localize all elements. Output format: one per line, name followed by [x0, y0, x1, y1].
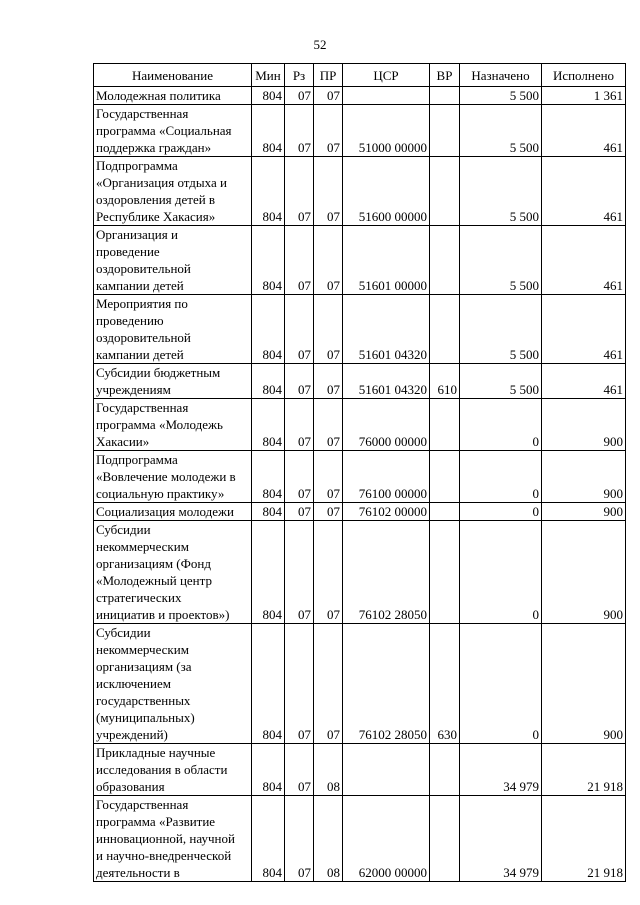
row-name-line: программа «Социальная: [96, 123, 232, 138]
row-name-line: Молодежная политика: [96, 88, 221, 103]
row-assigned-cell: 0: [460, 399, 542, 451]
row-name-line: «Вовлечение молодежи в: [96, 469, 236, 484]
row-vr-cell: [430, 521, 460, 624]
row-rz-cell: 07: [285, 105, 314, 157]
row-csr-cell: 51000 00000: [343, 105, 430, 157]
row-min-cell: 804: [252, 87, 285, 105]
row-rz-cell: 07: [285, 451, 314, 503]
row-assigned-cell: 5 500: [460, 295, 542, 364]
table-row: [94, 503, 626, 521]
row-assigned-cell: 5 500: [460, 157, 542, 226]
row-executed-cell: 21 918: [542, 744, 626, 796]
row-vr-cell: [430, 157, 460, 226]
row-name-line: инициатив и проектов»): [96, 607, 230, 622]
table-row: [94, 295, 626, 364]
row-min-cell: 804: [252, 157, 285, 226]
row-name-line: Государственная: [96, 106, 189, 121]
row-min-cell: 804: [252, 399, 285, 451]
row-min-cell: 804: [252, 451, 285, 503]
row-name-line: Мероприятия по: [96, 296, 188, 311]
row-name-cell: [94, 744, 252, 796]
row-name-line: Государственная: [96, 400, 189, 415]
row-min-cell: 804: [252, 744, 285, 796]
row-executed-cell: 900: [542, 451, 626, 503]
row-rz-cell: 07: [285, 226, 314, 295]
row-csr-cell: 76102 28050: [343, 624, 430, 744]
row-name-line: Организация и: [96, 227, 178, 242]
row-vr-cell: [430, 87, 460, 105]
row-min-cell: 804: [252, 226, 285, 295]
row-vr-cell: [430, 796, 460, 882]
row-assigned-cell: 5 500: [460, 364, 542, 399]
row-vr-cell: [430, 399, 460, 451]
row-assigned-cell: 34 979: [460, 744, 542, 796]
row-executed-cell: 461: [542, 157, 626, 226]
row-name-line: Подпрограмма: [96, 452, 178, 467]
row-rz-cell: 07: [285, 503, 314, 521]
row-vr-cell: 630: [430, 624, 460, 744]
row-name-cell: [94, 796, 252, 882]
row-rz-cell: 07: [285, 624, 314, 744]
row-assigned-cell: 0: [460, 521, 542, 624]
row-name-line: программа «Развитие: [96, 814, 216, 829]
table-row: [94, 105, 626, 157]
row-min-cell: 804: [252, 295, 285, 364]
row-name-line: оздоровления детей в: [96, 192, 216, 207]
table-row: [94, 744, 626, 796]
row-csr-cell: 62000 00000: [343, 796, 430, 882]
row-name-line: государственных: [96, 693, 191, 708]
row-name-line: программа «Молодежь: [96, 417, 223, 432]
column-header-vr: ВР: [430, 64, 460, 87]
row-name-cell: [94, 521, 252, 624]
row-pr-cell: 07: [314, 157, 343, 226]
row-name-cell: [94, 364, 252, 399]
row-name-cell: [94, 295, 252, 364]
row-rz-cell: 07: [285, 87, 314, 105]
row-name-line: Субсидии: [96, 522, 151, 537]
row-name-line: образования: [96, 779, 165, 794]
table-row: [94, 157, 626, 226]
row-name-cell: [94, 226, 252, 295]
row-executed-cell: 461: [542, 226, 626, 295]
row-pr-cell: 07: [314, 105, 343, 157]
row-executed-cell: 21 918: [542, 796, 626, 882]
row-name-line: Субсидии: [96, 625, 151, 640]
row-csr-cell: 76000 00000: [343, 399, 430, 451]
row-min-cell: 804: [252, 624, 285, 744]
column-header-pr: ПР: [314, 64, 343, 87]
row-pr-cell: 07: [314, 295, 343, 364]
row-csr-cell: 51601 04320: [343, 295, 430, 364]
row-name-line: исключением: [96, 676, 171, 691]
row-executed-cell: 900: [542, 399, 626, 451]
row-vr-cell: [430, 451, 460, 503]
row-name-line: Прикладные научные: [96, 745, 216, 760]
row-vr-cell: [430, 295, 460, 364]
table-row: [94, 226, 626, 295]
row-min-cell: 804: [252, 796, 285, 882]
row-csr-cell: [343, 87, 430, 105]
page-number: 52: [313, 37, 327, 52]
row-rz-cell: 07: [285, 157, 314, 226]
row-name-line: «Организация отдыха и: [96, 175, 227, 190]
row-csr-cell: 76102 00000: [343, 503, 430, 521]
row-name-line: оздоровительной: [96, 330, 191, 345]
column-header-executed: Исполнено: [542, 64, 626, 87]
table-row: [94, 399, 626, 451]
table-row: [94, 796, 626, 882]
row-name-line: Подпрограмма: [96, 158, 178, 173]
row-name-cell: [94, 451, 252, 503]
table-row: [94, 624, 626, 744]
row-pr-cell: 07: [314, 503, 343, 521]
row-name-line: учреждениям: [96, 382, 171, 397]
row-name-cell: [94, 503, 252, 521]
table-row: [94, 521, 626, 624]
row-name-line: (муниципальных): [96, 710, 195, 725]
row-name-line: и научно-внедренческой: [96, 848, 232, 863]
row-name-line: Хакасии»: [96, 434, 150, 449]
row-name-line: учреждений): [96, 727, 168, 742]
row-name-line: исследования в области: [96, 762, 228, 777]
row-assigned-cell: 5 500: [460, 105, 542, 157]
row-min-cell: 804: [252, 521, 285, 624]
row-executed-cell: 461: [542, 105, 626, 157]
row-vr-cell: [430, 105, 460, 157]
row-name-line: некоммерческим: [96, 642, 189, 657]
table-header-row: [94, 64, 626, 87]
table-row: [94, 364, 626, 399]
row-rz-cell: 07: [285, 521, 314, 624]
row-executed-cell: 461: [542, 295, 626, 364]
row-name-line: Субсидии бюджетным: [96, 365, 221, 380]
row-name-line: кампании детей: [96, 347, 184, 362]
row-name-line: проведение: [96, 244, 160, 259]
row-pr-cell: 07: [314, 364, 343, 399]
row-name-cell: [94, 87, 252, 105]
row-name-line: поддержка граждан»: [96, 140, 212, 155]
column-header-csr: ЦСР: [343, 64, 430, 87]
row-min-cell: 804: [252, 503, 285, 521]
row-pr-cell: 08: [314, 744, 343, 796]
row-vr-cell: [430, 226, 460, 295]
row-name-cell: [94, 157, 252, 226]
row-vr-cell: [430, 503, 460, 521]
row-rz-cell: 07: [285, 399, 314, 451]
row-csr-cell: 76100 00000: [343, 451, 430, 503]
row-csr-cell: 51601 04320: [343, 364, 430, 399]
row-name-line: Социализация молодежи: [96, 504, 234, 519]
row-assigned-cell: 5 500: [460, 226, 542, 295]
row-name-line: Республике Хакасия»: [96, 209, 216, 224]
row-rz-cell: 07: [285, 744, 314, 796]
row-name-line: стратегических: [96, 590, 182, 605]
row-name-line: проведению: [96, 313, 164, 328]
row-name-line: некоммерческим: [96, 539, 189, 554]
row-rz-cell: 07: [285, 295, 314, 364]
row-pr-cell: 07: [314, 226, 343, 295]
row-name-line: организациям (Фонд: [96, 556, 211, 571]
row-assigned-cell: 0: [460, 451, 542, 503]
budget-table: [93, 63, 626, 882]
row-name-line: кампании детей: [96, 278, 184, 293]
row-min-cell: 804: [252, 105, 285, 157]
row-name-line: Государственная: [96, 797, 189, 812]
row-executed-cell: 900: [542, 521, 626, 624]
row-name-line: «Молодежный центр: [96, 573, 212, 588]
row-executed-cell: 1 361: [542, 87, 626, 105]
row-name-line: оздоровительной: [96, 261, 191, 276]
table-row: [94, 87, 626, 105]
row-csr-cell: 51601 00000: [343, 226, 430, 295]
row-executed-cell: 900: [542, 503, 626, 521]
row-pr-cell: 07: [314, 521, 343, 624]
row-name-line: инновационной, научной: [96, 831, 235, 846]
table-row: [94, 451, 626, 503]
column-header-min: Мин: [252, 64, 285, 87]
column-header-assigned: Назначено: [460, 64, 542, 87]
row-rz-cell: 07: [285, 796, 314, 882]
row-pr-cell: 07: [314, 399, 343, 451]
row-pr-cell: 07: [314, 87, 343, 105]
row-assigned-cell: 34 979: [460, 796, 542, 882]
row-csr-cell: 51600 00000: [343, 157, 430, 226]
row-csr-cell: [343, 744, 430, 796]
table-body: [94, 87, 626, 882]
row-name-cell: [94, 399, 252, 451]
row-assigned-cell: 0: [460, 624, 542, 744]
row-executed-cell: 461: [542, 364, 626, 399]
row-name-line: социальную практику»: [96, 486, 225, 501]
column-header-name: Наименование: [94, 64, 252, 87]
row-assigned-cell: 0: [460, 503, 542, 521]
row-rz-cell: 07: [285, 364, 314, 399]
row-assigned-cell: 5 500: [460, 87, 542, 105]
column-header-rz: Рз: [285, 64, 314, 87]
row-name-line: организациям (за: [96, 659, 192, 674]
row-csr-cell: 76102 28050: [343, 521, 430, 624]
row-executed-cell: 900: [542, 624, 626, 744]
row-vr-cell: [430, 744, 460, 796]
row-min-cell: 804: [252, 364, 285, 399]
row-pr-cell: 07: [314, 451, 343, 503]
row-pr-cell: 08: [314, 796, 343, 882]
row-pr-cell: 07: [314, 624, 343, 744]
row-name-line: деятельности в: [96, 865, 180, 880]
row-name-cell: [94, 105, 252, 157]
row-vr-cell: 610: [430, 364, 460, 399]
row-name-cell: [94, 624, 252, 744]
